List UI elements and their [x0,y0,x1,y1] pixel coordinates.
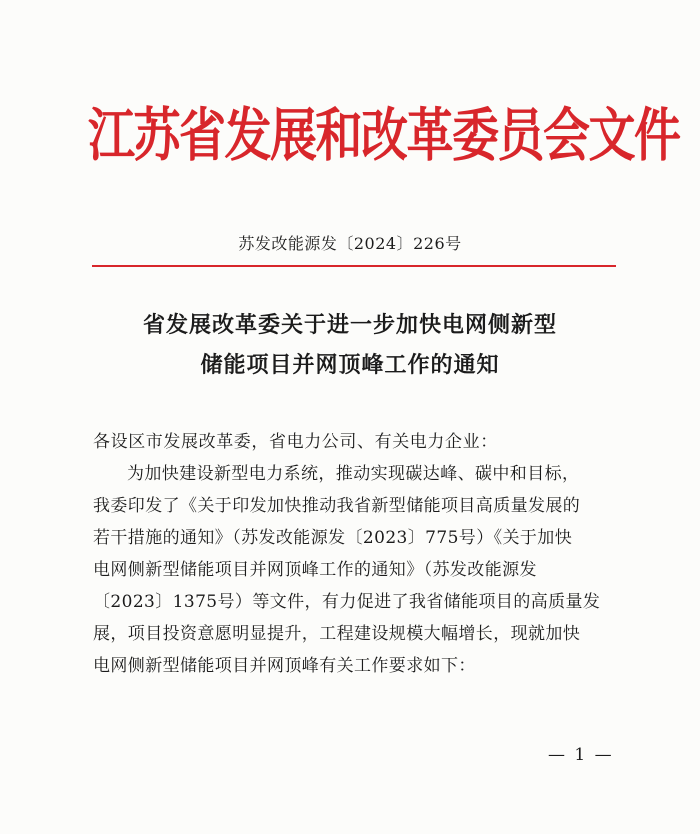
document-title [60,305,640,385]
body-line: 展，项目投资意愿明显提升，工程建设规模大幅增长，现就加快 [93,624,581,644]
document-number: 苏发改能源发〔2024〕226号 [238,234,462,253]
document-title-line-1: 省发展改革委关于进一步加快电网侧新型 [142,312,557,338]
body-line: 电网侧新型储能项目并网顶峰有关工作要求如下： [93,656,476,676]
issuing-authority-header: 江苏省发展和改革委员会文件 [88,102,680,170]
body-line: 为加快建设新型电力系统，推动实现碳达峰、碳中和目标， [127,464,580,484]
document-title-line-2: 储能项目并网顶峰工作的通知 [200,352,500,378]
body-line: 我委印发了《关于印发加快推动我省新型储能项目高质量发展的 [93,496,581,516]
body-paragraph [93,458,613,682]
body-line: 〔2023〕1375号）等文件，有力促进了我省储能项目的高质量发 [93,592,601,612]
body-line: 电网侧新型储能项目并网顶峰工作的通知》（苏发改能源发 [93,560,537,580]
red-divider-line [92,265,616,267]
page-number: — 1 — [548,745,614,765]
body-line: 若干措施的通知》（苏发改能源发〔2023〕775号）《关于加快 [93,528,573,548]
addressee: 各设区市发展改革委，省电力公司、有关电力企业： [93,432,498,452]
